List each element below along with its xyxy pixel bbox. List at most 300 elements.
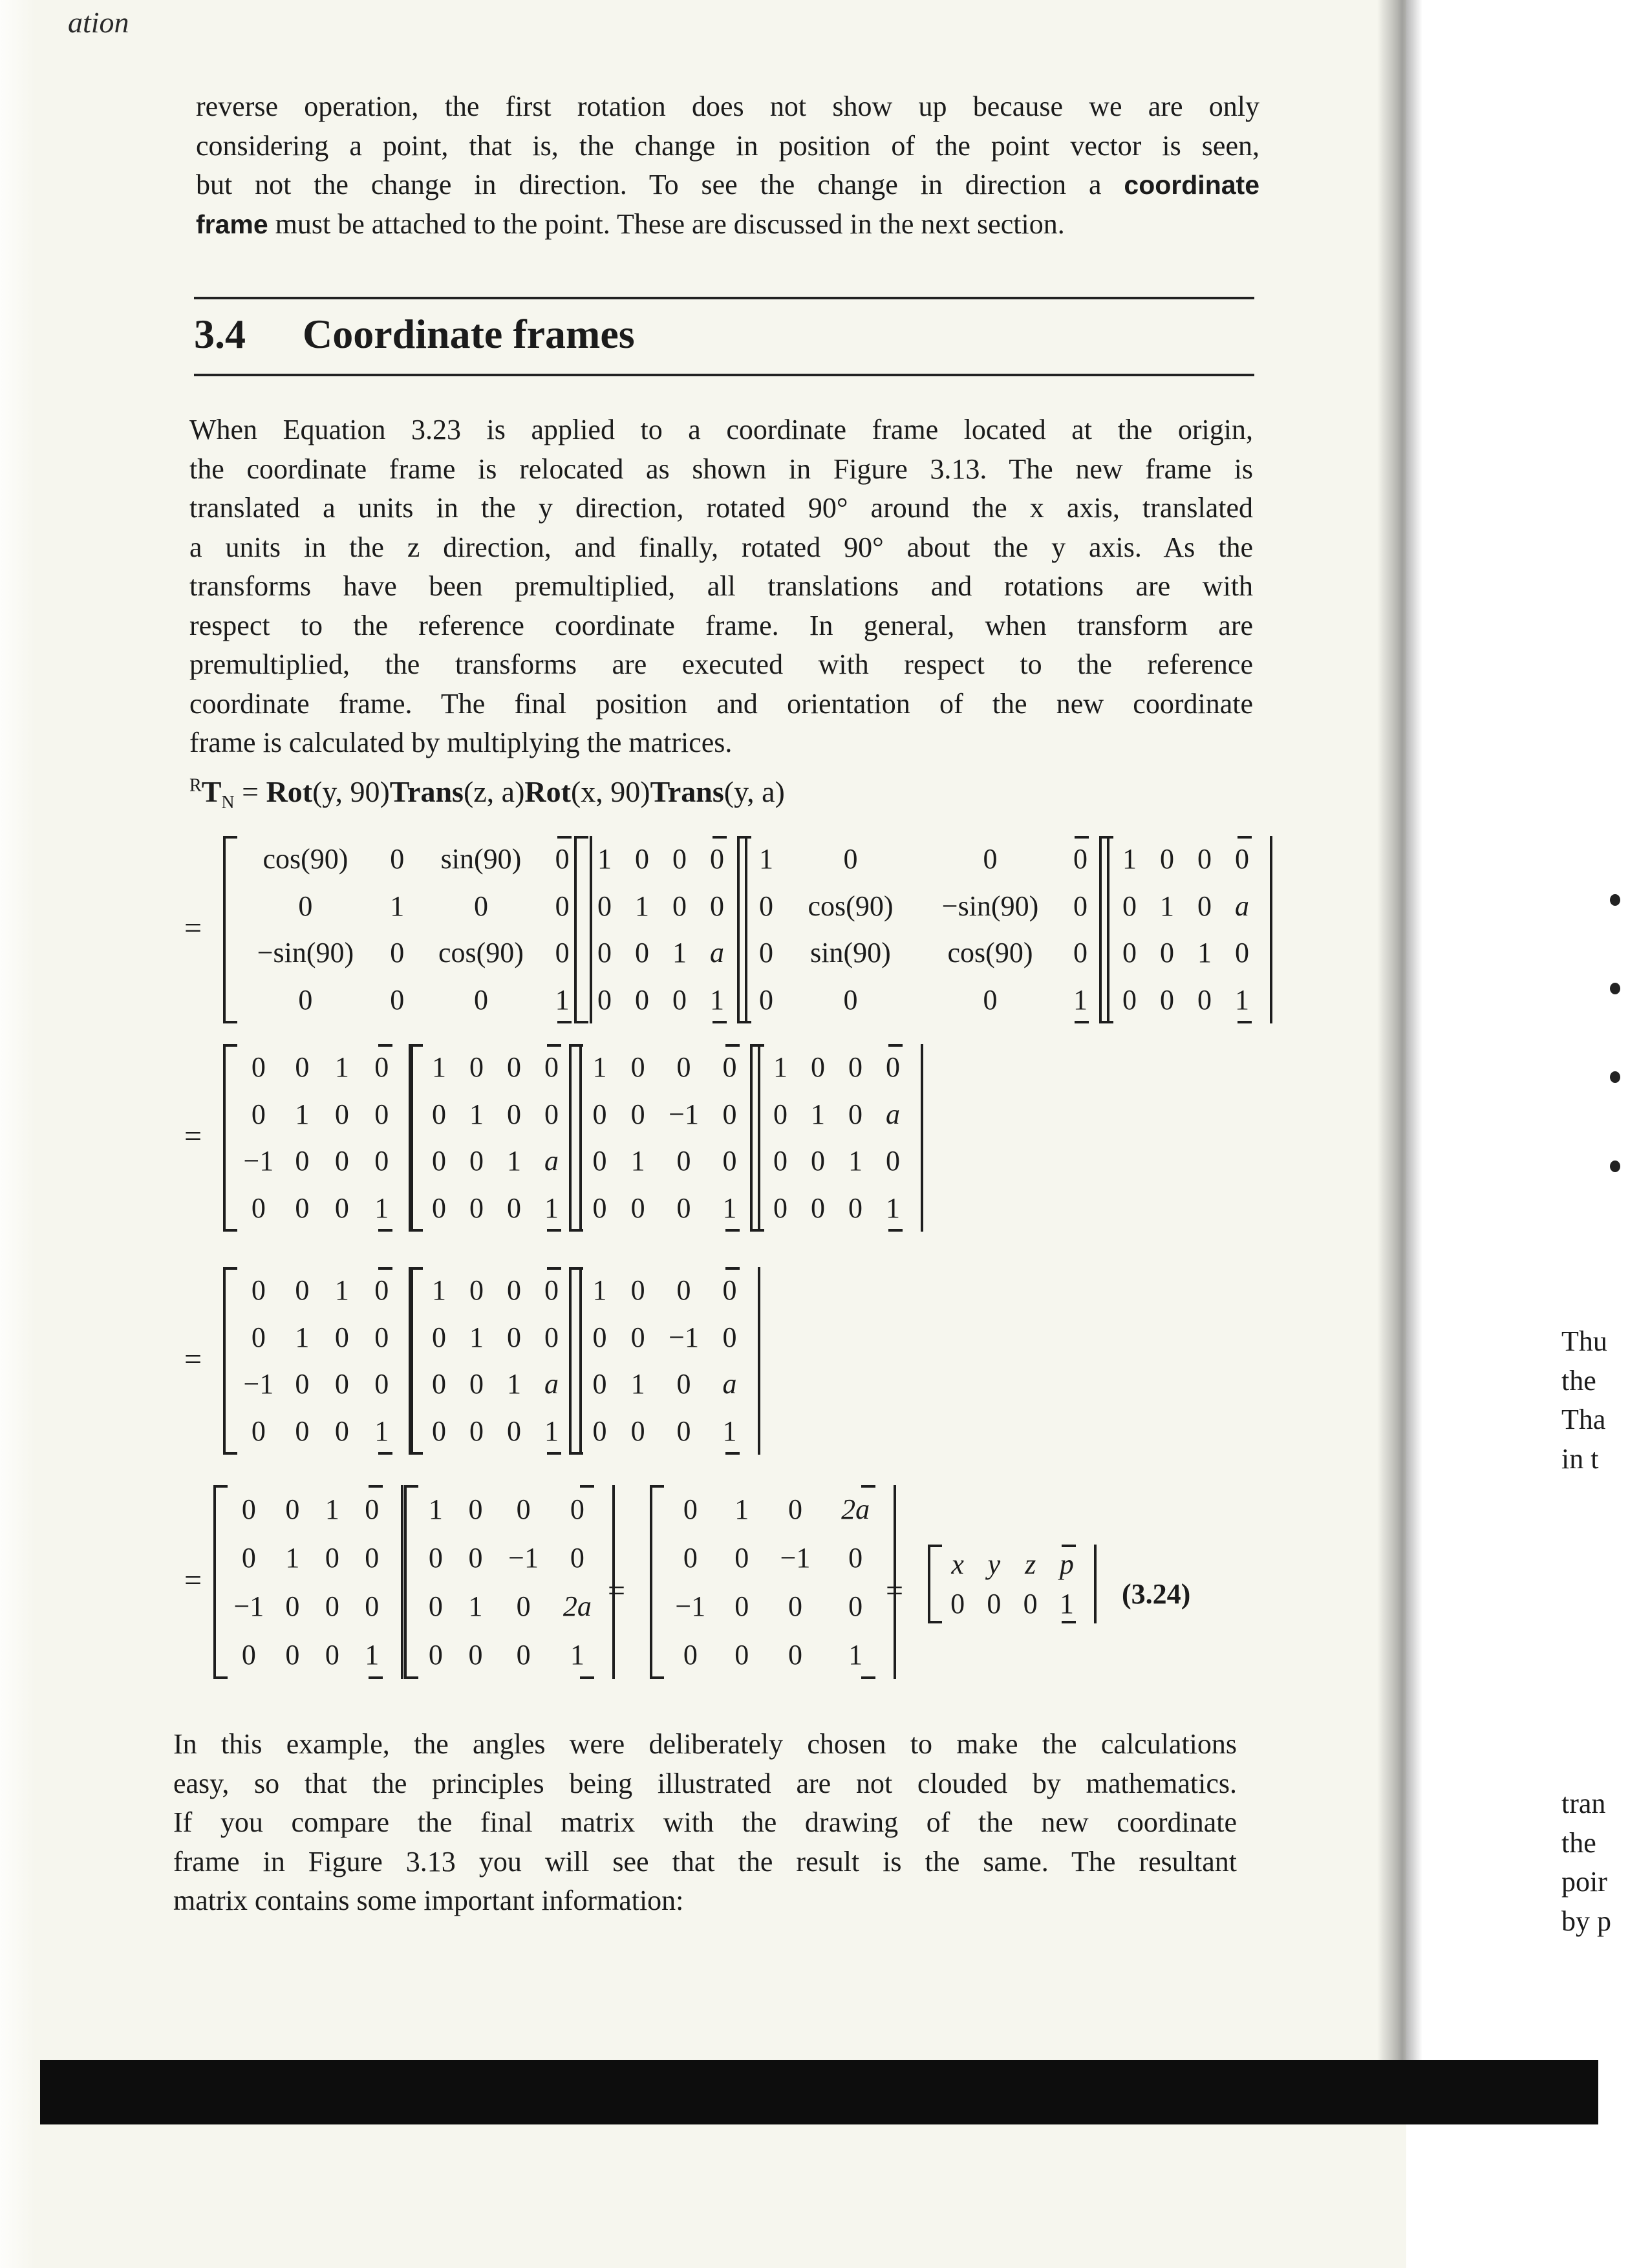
matrix-cell: −1: [669, 1098, 699, 1130]
matrix-cell: cos(90): [438, 937, 524, 969]
matrix-cell: 0: [295, 1192, 310, 1224]
matrix-cell: 0: [592, 1145, 607, 1177]
matrix-cell: 1: [773, 1051, 788, 1084]
matrix: [223, 836, 592, 1023]
matrix-cell: −1: [243, 1368, 274, 1400]
matrix-cell: −sin(90): [941, 890, 1039, 922]
next-page-fragment-group: [1561, 1784, 1611, 1941]
matrix-cell: 0: [428, 1541, 443, 1574]
matrix-cell: 0: [1122, 983, 1137, 1016]
top-paragraph-line: considering a point, that is, the change in position of the point vector is seen,: [196, 129, 1259, 162]
matrix-cell: 0: [722, 1321, 737, 1353]
matrix-cell: 0: [848, 1590, 863, 1622]
bracket-serif: [574, 836, 588, 839]
bracket-serif: [1099, 836, 1113, 839]
matrix-cell: 0: [983, 843, 998, 875]
matrix-cell: 0: [1023, 1587, 1038, 1620]
bracket-serif: [1238, 836, 1252, 839]
bullet-mark: [1610, 983, 1620, 994]
bracket-serif: [569, 1267, 583, 1270]
matrix-cell: 0: [886, 1145, 900, 1177]
rhs-args: (y, 90): [312, 775, 390, 808]
bold-term: frame: [196, 209, 268, 239]
matrix-cell: 0: [432, 1415, 446, 1447]
matrix-cell: 0: [507, 1321, 521, 1353]
bracket-serif: [712, 1021, 727, 1023]
matrix-cell: 1: [1197, 937, 1212, 969]
matrix-cell: 0: [848, 1541, 863, 1574]
bracket-serif: [888, 1229, 903, 1232]
bracket-serif: [725, 1229, 740, 1232]
matrix-cell: 0: [334, 1145, 349, 1177]
matrix-cell: 0: [469, 1415, 484, 1447]
matrix-cell: 0: [544, 1098, 559, 1130]
matrix-cell: 0: [683, 1638, 698, 1671]
bracket-serif: [888, 1044, 903, 1047]
matrix: [409, 1267, 582, 1455]
bracket-serif: [409, 1044, 423, 1047]
matrix-cell: 1: [759, 843, 773, 875]
matrix: [737, 836, 1109, 1023]
body-paragraph-line: When Equation 3.23 is applied to a coordinate frame located at the origin,: [189, 414, 1253, 445]
matrix-cell: 0: [241, 1638, 256, 1671]
matrix-cell: −1: [243, 1145, 274, 1177]
bracket-serif: [725, 1267, 740, 1270]
matrix-cell: 0: [672, 890, 687, 922]
matrix-cell: 0: [676, 1145, 691, 1177]
bracket-serif: [223, 1044, 237, 1047]
next-page-fragment: Thu: [1561, 1325, 1607, 1357]
matrix-cell: 0: [468, 1493, 483, 1525]
next-page-fragment: poir: [1561, 1866, 1607, 1898]
matrix-cell: 0: [710, 843, 724, 875]
matrix-cell: 0: [630, 1051, 645, 1084]
matrix-cell: 0: [848, 1098, 862, 1130]
matrix-cell: 0: [811, 1051, 825, 1084]
matrix-cell: 1: [570, 1638, 584, 1671]
matrix-cell: 0: [295, 1368, 310, 1400]
matrix-cell: 0: [676, 1274, 691, 1307]
next-page-fragment: the: [1561, 1364, 1596, 1396]
closing-paragraph-line: easy, so that the principles being illustrated are not clouded by mathematics.: [173, 1767, 1237, 1799]
matrix-cell: 0: [555, 843, 570, 875]
matrix-cell: −1: [233, 1590, 264, 1622]
bracket-serif: [1075, 1021, 1089, 1023]
matrix-cell: 1: [325, 1493, 339, 1525]
matrix-cell: p: [1059, 1548, 1074, 1580]
matrix-cell: 0: [635, 843, 649, 875]
matrix-cell: 0: [295, 1274, 310, 1307]
rhs-op: Trans: [650, 775, 724, 808]
matrix-cell: 0: [325, 1638, 339, 1671]
matrix-cell: 0: [251, 1274, 266, 1307]
matrix-cell: 1: [468, 1590, 483, 1622]
section-rule-top: [194, 297, 1254, 299]
bracket-serif: [725, 1044, 740, 1047]
matrix-cell: 0: [734, 1541, 749, 1574]
matrix-cell: 1: [635, 890, 649, 922]
section-number: 3.4: [194, 311, 246, 357]
matrix-cell: 0: [390, 843, 405, 875]
matrix-cell: 0: [570, 1493, 584, 1525]
matrix-cell: a: [544, 1145, 559, 1177]
matrix-cell: 0: [468, 1541, 483, 1574]
matrix-cell: 0: [672, 843, 687, 875]
top-paragraph-last-line: [196, 205, 1259, 244]
body-paragraph-line: a units in the z direction, and finally, rotated 90° about the y axis. As the: [189, 531, 1253, 563]
matrix-cell: 0: [432, 1192, 446, 1224]
matrix-cell: −1: [780, 1541, 811, 1574]
bracket-serif: [223, 1267, 237, 1270]
closing-paragraph-line: If you compare the final matrix with the drawing of the new coordinate: [173, 1806, 1237, 1838]
bracket-serif: [404, 1485, 418, 1488]
matrix-cell: 1: [507, 1368, 521, 1400]
matrix-cell: 1: [592, 1051, 607, 1084]
matrix-cell: 0: [848, 1051, 862, 1084]
matrix-cell: 0: [428, 1638, 443, 1671]
matrix-cell: 0: [251, 1051, 266, 1084]
next-page-fragment-group: [1561, 1322, 1607, 1479]
matrix-cell: 0: [374, 1321, 389, 1353]
bracket-serif: [547, 1044, 561, 1047]
matrix-cell: 0: [1073, 890, 1088, 922]
matrix-cell: 0: [469, 1145, 484, 1177]
matrix-cell: 0: [507, 1274, 521, 1307]
bracket-serif: [409, 1229, 423, 1232]
matrix-cell: 0: [630, 1192, 645, 1224]
matrix-cell: 0: [570, 1541, 584, 1574]
matrix-cell: 0: [432, 1145, 446, 1177]
matrix-cell: 1: [432, 1274, 446, 1307]
matrix-cell: z: [1025, 1548, 1036, 1580]
matrix-cell: 1: [374, 1415, 389, 1447]
matrix-cell: 1: [1235, 983, 1249, 1016]
top-paragraph-line: but not the change in direction. To see the change in direction a: [196, 169, 1102, 200]
matrix-cell: 1: [672, 937, 687, 969]
matrix-cell: 0: [432, 1098, 446, 1130]
matrix-cell: 0: [334, 1368, 349, 1400]
matrix-cell: 0: [843, 983, 858, 1016]
matrix-cell: −1: [669, 1321, 699, 1353]
bracket-serif: [223, 1452, 237, 1455]
matrix-cell: 0: [886, 1051, 900, 1084]
matrix-cell: 0: [390, 983, 405, 1016]
matrix-cell: 1: [722, 1415, 737, 1447]
top-paragraph-line: reverse operation, the first rotation does not show up because we are only: [196, 91, 1259, 122]
matrix-cell: x: [951, 1548, 964, 1580]
bracket-serif: [1099, 1021, 1113, 1023]
matrix-cell: a: [722, 1368, 737, 1400]
matrix-cell: 1: [848, 1638, 863, 1671]
lhs-transform: T: [201, 775, 222, 808]
matrix-cell: 0: [468, 1638, 483, 1671]
matrix-cell: 0: [734, 1590, 749, 1622]
matrix-cell: 0: [285, 1638, 300, 1671]
matrix-cell: 0: [788, 1638, 802, 1671]
body-paragraph: [189, 411, 1253, 763]
bracket-serif: [712, 836, 727, 839]
matrix-cell: 0: [676, 1051, 691, 1084]
matrix-cell: 1: [334, 1274, 349, 1307]
matrix-cell: 0: [544, 1274, 559, 1307]
matrix-cell: 0: [555, 890, 570, 922]
rhs-op: Rot: [524, 775, 571, 808]
matrix-cell: 0: [676, 1368, 691, 1400]
matrix-cell: a: [1235, 890, 1249, 922]
bracket-serif: [1075, 836, 1089, 839]
matrix-cell: 0: [298, 983, 313, 1016]
matrix-cell: 0: [507, 1098, 521, 1130]
matrix-cell: 0: [334, 1098, 349, 1130]
bracket-serif: [223, 1021, 237, 1023]
next-page-fragment: in t: [1561, 1442, 1599, 1475]
matrix-cell: 0: [507, 1051, 521, 1084]
matrix-cell: 0: [544, 1051, 559, 1084]
matrix-cell: 0: [635, 937, 649, 969]
bracket-serif: [213, 1676, 228, 1679]
matrix-cell: 0: [516, 1493, 531, 1525]
matrix-cell: 0: [241, 1541, 256, 1574]
matrix: [223, 1044, 413, 1232]
section-rule-bottom: [194, 374, 1254, 376]
matrix-cell: sin(90): [810, 937, 891, 969]
body-paragraph-line: premultiplied, the transforms are executed with respect to the reference: [189, 648, 1253, 680]
equals-sign: =: [608, 1574, 626, 1608]
equals-sign: =: [184, 1563, 202, 1598]
bracket-serif: [861, 1676, 875, 1679]
matrix-cell: 0: [374, 1098, 389, 1130]
matrix-cell: 1: [886, 1192, 900, 1224]
matrix-cell: 0: [334, 1321, 349, 1353]
matrix-cell: 0: [1197, 890, 1212, 922]
matrix-cell: 1: [390, 890, 405, 922]
bracket-serif: [569, 1044, 583, 1047]
bracket-serif: [750, 1229, 764, 1232]
matrix-cell: 0: [811, 1192, 825, 1224]
bracket-serif: [1062, 1545, 1076, 1547]
matrix-cell: 0: [1197, 983, 1212, 1016]
matrix-cell: 0: [473, 983, 488, 1016]
matrix-cell: 0: [759, 890, 773, 922]
matrix-cell: 0: [298, 890, 313, 922]
bracket-serif: [547, 1229, 561, 1232]
rhs-op: Rot: [266, 775, 313, 808]
matrix-cell: a: [886, 1098, 900, 1130]
matrix-cell: 1: [1059, 1587, 1074, 1620]
lhs-equals: =: [234, 775, 266, 808]
bracket-serif: [569, 1452, 583, 1455]
top-paragraph-line: must be attached to the point. These are discussed in the next section.: [268, 208, 1065, 240]
matrix-cell: 0: [251, 1192, 266, 1224]
matrix-cell: 0: [1160, 843, 1174, 875]
closing-paragraph-line: matrix contains some important information:: [173, 1885, 684, 1916]
matrix-cell: 0: [597, 983, 612, 1016]
matrix-cell: 1: [334, 1051, 349, 1084]
matrix-cell: 0: [788, 1493, 802, 1525]
matrix-cell: 0: [374, 1368, 389, 1400]
matrix-cell: 0: [428, 1590, 443, 1622]
body-paragraph-line: the coordinate frame is relocated as shown in Figure 3.13. The new frame is: [189, 453, 1253, 485]
matrix-cell: 0: [469, 1051, 484, 1084]
matrix-cell: 1: [365, 1638, 380, 1671]
lhs-superscript: R: [189, 775, 202, 796]
rhs-args: (y, a): [723, 775, 785, 808]
bracket-serif: [1238, 1021, 1252, 1023]
matrix: [1099, 836, 1272, 1023]
matrix-cell: 0: [759, 937, 773, 969]
equals-sign: =: [886, 1574, 904, 1608]
equation-number: (3.24): [1122, 1578, 1191, 1610]
matrix-cell: 0: [251, 1321, 266, 1353]
matrix-cell: 0: [722, 1145, 737, 1177]
body-paragraph-line: transforms have been premultiplied, all translations and rotations are with: [189, 570, 1253, 602]
matrix-cell: 0: [507, 1415, 521, 1447]
matrix-cell: sin(90): [440, 843, 522, 875]
body-paragraph-line: translated a units in the y direction, rotated 90° around the x axis, translated: [189, 492, 1253, 524]
matrix-cell: 0: [1160, 937, 1174, 969]
equals-sign: =: [184, 1342, 202, 1376]
matrix-cell: 0: [1235, 937, 1249, 969]
section-title: Coordinate frames: [303, 311, 635, 357]
matrix-cell: 1: [469, 1321, 484, 1353]
equation-lhs: [189, 775, 785, 813]
matrix-cell: 0: [374, 1145, 389, 1177]
matrix-cell: 0: [295, 1051, 310, 1084]
rhs-args: (x, 90): [570, 775, 650, 808]
matrix-cell: 0: [848, 1192, 862, 1224]
matrix-cell: 0: [374, 1051, 389, 1084]
closing-paragraph-line: frame in Figure 3.13 you will see that the result is the same. The resultant: [173, 1845, 1237, 1878]
matrix-cell: 0: [592, 1321, 607, 1353]
bracket-serif: [1062, 1621, 1076, 1623]
matrix-cell: 2a: [562, 1590, 592, 1622]
matrix-cell: 1: [428, 1493, 443, 1525]
matrix-cell: 0: [635, 983, 649, 1016]
bracket-serif: [557, 1021, 572, 1023]
matrix-cell: 0: [676, 1415, 691, 1447]
matrix-cell: 0: [987, 1587, 1002, 1620]
matrix: [750, 1044, 923, 1232]
matrix-cell: 0: [592, 1415, 607, 1447]
matrix-cell: 0: [950, 1587, 965, 1620]
matrix-cell: 0: [473, 890, 488, 922]
matrix: [409, 1044, 582, 1232]
matrix-cell: 0: [788, 1590, 802, 1622]
matrix-cell: 0: [516, 1638, 531, 1671]
matrix-cell: 1: [544, 1192, 559, 1224]
matrix-cell: 1: [1073, 983, 1088, 1016]
closing-paragraph: [173, 1725, 1237, 1921]
matrix-cell: 0: [1235, 843, 1249, 875]
matrix-cell: 0: [1073, 937, 1088, 969]
matrix-cell: 0: [592, 1192, 607, 1224]
matrix-cell: 0: [365, 1590, 380, 1622]
bracket-serif: [409, 1267, 423, 1270]
matrix-cell: 0: [592, 1098, 607, 1130]
matrix-cell: 0: [365, 1541, 380, 1574]
bold-term: coordinate: [1124, 170, 1259, 200]
matrix-cell: cos(90): [947, 937, 1033, 969]
matrix-cell: y: [987, 1548, 1001, 1580]
matrix-cell: 1: [710, 983, 724, 1016]
bracket-serif: [409, 1452, 423, 1455]
bracket-serif: [928, 1545, 942, 1547]
bracket-serif: [580, 1485, 594, 1488]
matrix-cell: 0: [734, 1638, 749, 1671]
matrix-cell: 0: [630, 1274, 645, 1307]
matrix-cell: 0: [432, 1321, 446, 1353]
matrix: [928, 1545, 1097, 1623]
equals-sign: =: [184, 911, 202, 945]
bracket-serif: [861, 1485, 875, 1488]
matrix-cell: 1: [1122, 843, 1137, 875]
matrix-cell: 0: [295, 1415, 310, 1447]
top-paragraph: [196, 87, 1259, 244]
matrix-cell: cos(90): [262, 843, 348, 875]
bracket-serif: [580, 1676, 594, 1679]
matrix-cell: 0: [773, 1145, 788, 1177]
rhs-op: Trans: [389, 775, 464, 808]
matrix-cell: 0: [722, 1098, 737, 1130]
bracket-serif: [547, 1267, 561, 1270]
matrix-cell: 0: [597, 937, 612, 969]
matrix-cell: 0: [1122, 937, 1137, 969]
bullet-mark: [1610, 894, 1620, 906]
matrix-cell: 0: [241, 1493, 256, 1525]
matrix-cell: 0: [365, 1493, 380, 1525]
bracket-serif: [369, 1676, 383, 1679]
bracket-serif: [557, 836, 572, 839]
matrix-cell: 0: [1197, 843, 1212, 875]
bracket-serif: [569, 1229, 583, 1232]
matrix-cell: 0: [630, 1321, 645, 1353]
matrix-cell: 1: [592, 1274, 607, 1307]
matrix-cell: 0: [507, 1192, 521, 1224]
matrix-cell: 1: [722, 1192, 737, 1224]
bracket-serif: [547, 1452, 561, 1455]
matrix-cell: 0: [285, 1590, 300, 1622]
bracket-serif: [378, 1229, 392, 1232]
matrix-cell: 0: [285, 1493, 300, 1525]
matrix-cell: 0: [597, 890, 612, 922]
bracket-serif: [213, 1485, 228, 1488]
matrix-cell: 0: [773, 1098, 788, 1130]
matrix-cell: 0: [1122, 890, 1137, 922]
bracket-serif: [750, 1044, 764, 1047]
matrix-cell: 0: [555, 937, 570, 969]
matrix-cell: 1: [432, 1051, 446, 1084]
matrix-cell: 0: [773, 1192, 788, 1224]
matrix-cell: −1: [675, 1590, 706, 1622]
matrix-cell: 0: [295, 1145, 310, 1177]
scan-bottom-bar: [40, 2060, 1598, 2124]
matrix-cell: 0: [374, 1274, 389, 1307]
matrix-cell: 2a: [841, 1493, 870, 1525]
matrix-cell: 0: [334, 1192, 349, 1224]
bracket-serif: [369, 1485, 383, 1488]
matrix-cell: 0: [722, 1274, 737, 1307]
bracket-serif: [650, 1676, 664, 1679]
matrix-cell: 1: [295, 1098, 310, 1130]
body-paragraph-line: respect to the reference coordinate frame. In general, when transform are: [189, 609, 1253, 641]
bracket-serif: [737, 836, 751, 839]
bracket-serif: [378, 1044, 392, 1047]
matrix-cell: 0: [630, 1415, 645, 1447]
rhs-args: (z, a): [463, 775, 525, 808]
matrix: [404, 1485, 615, 1679]
body-paragraph-line: frame is calculated by multiplying the matrices.: [189, 727, 733, 758]
matrix-cell: 0: [672, 983, 687, 1016]
